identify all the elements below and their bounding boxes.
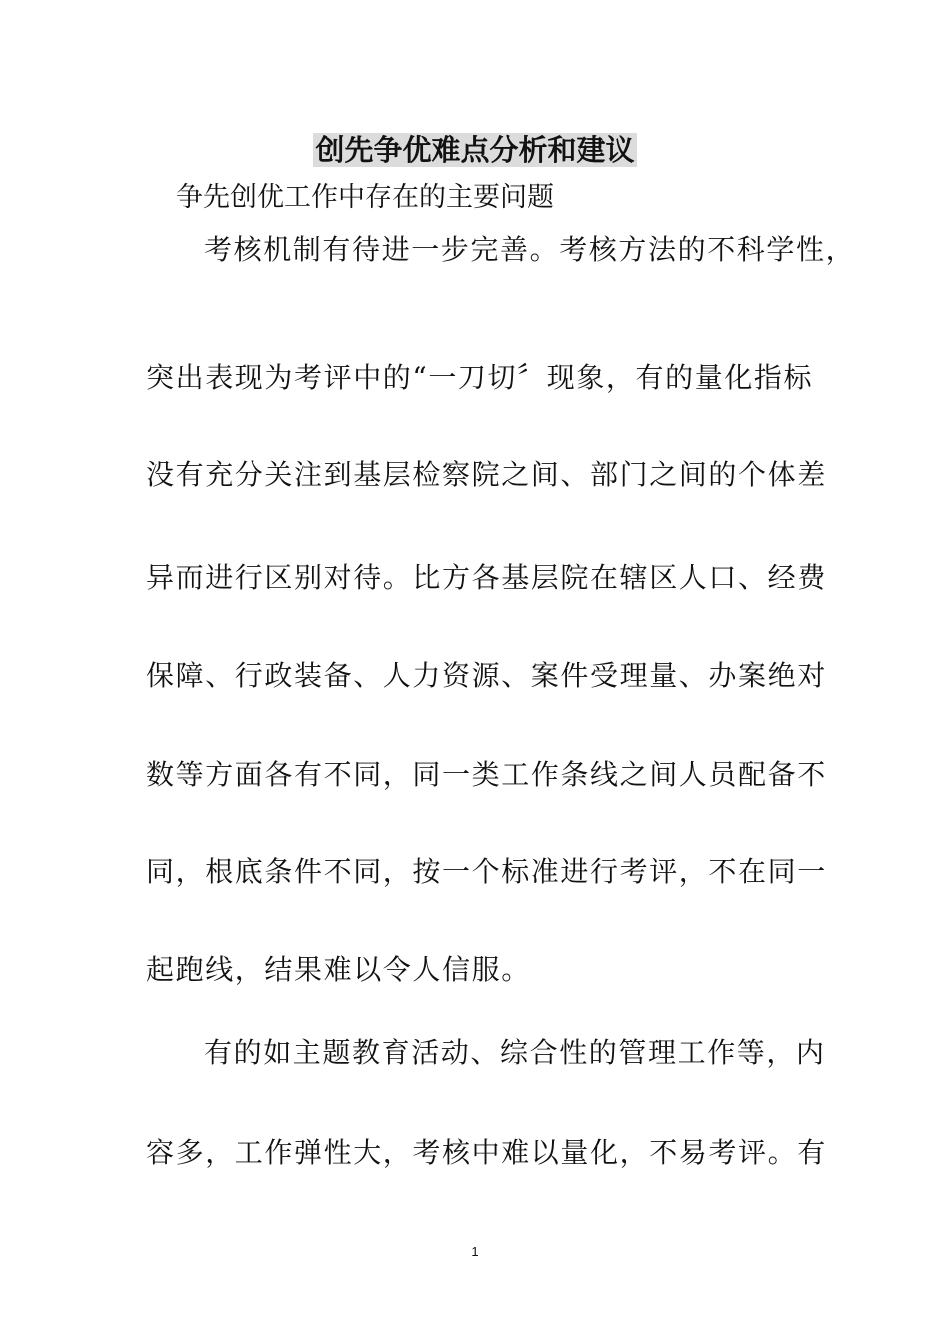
paragraph-line: 同，根底条件不同，按一个标准进行考评，不在同一: [146, 855, 827, 888]
paragraph-line: 异而进行区别对待。比方各基层院在辖区人口、经费: [146, 561, 827, 594]
paragraph-line: 容多，工作弹性大，考核中难以量化，不易考评。有: [146, 1136, 827, 1169]
paragraph-line: 有的如主题教育活动、综合性的管理工作等，内: [204, 1036, 826, 1069]
document-title: [0, 128, 950, 172]
page-number: 1: [471, 1244, 479, 1259]
document-title-text: 创先争优难点分析和建议: [315, 133, 635, 167]
section-heading: 争先创优工作中存在的主要问题: [176, 182, 554, 213]
paragraph-line: 起跑线，结果难以令人信服。: [146, 953, 531, 986]
paragraph-line: 没有充分关注到基层检察院之间、部门之间的个体差: [146, 458, 827, 491]
paragraph-line: 考核机制有待进一步完善。考核方法的不科学性，: [204, 233, 856, 266]
paragraph-line: 保障、行政装备、人力资源、案件受理量、办案绝对: [146, 659, 827, 692]
paragraph-line: 数等方面各有不同，同一类工作条线之间人员配备不: [146, 758, 827, 791]
paragraph-line: 突出表现为考评中的“一刀切〞现象，有的量化指标: [146, 361, 814, 394]
